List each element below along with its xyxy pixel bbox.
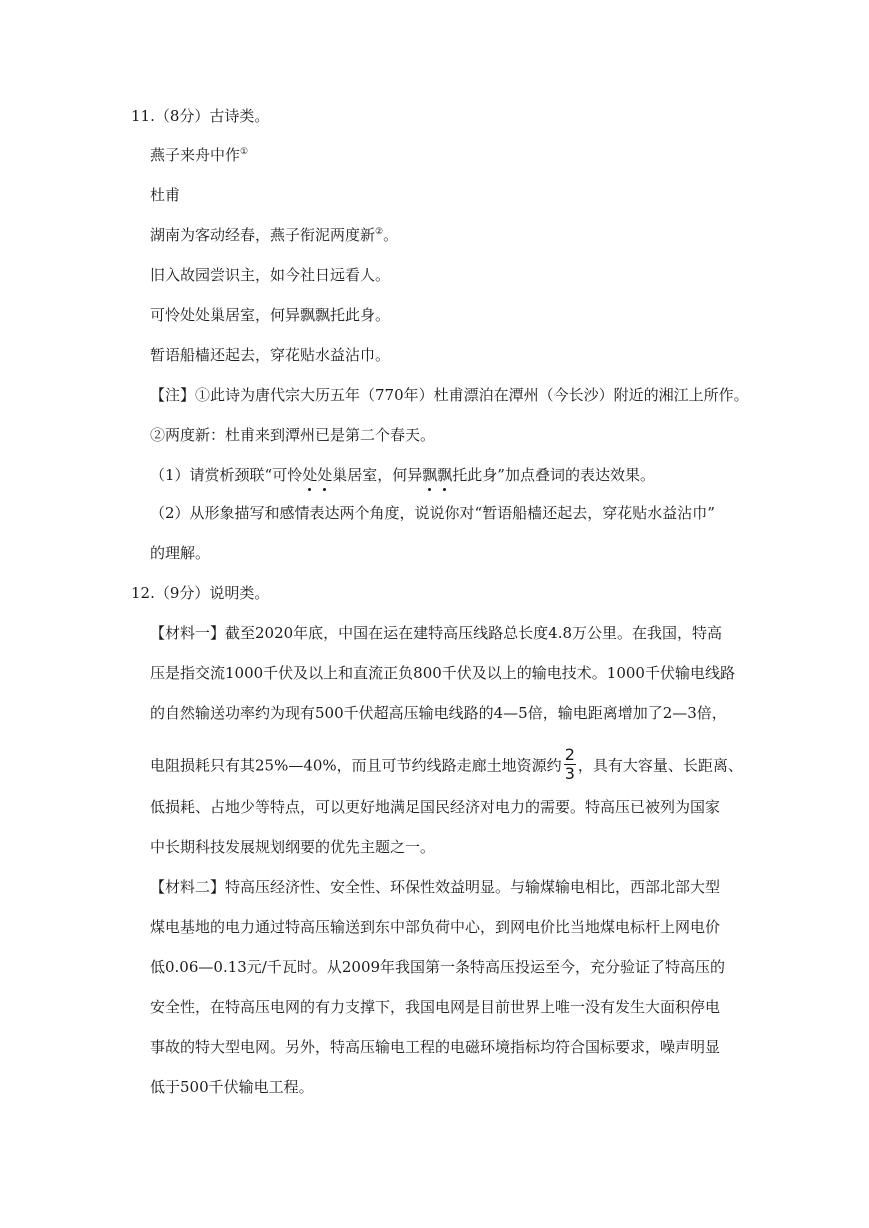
sub-question-1 bbox=[150, 465, 655, 485]
poem-title-text: 燕子来舟中作 bbox=[150, 146, 241, 164]
dotted-char: 飘 bbox=[437, 466, 453, 484]
poem-line-1 bbox=[150, 225, 398, 245]
fraction-denominator: 3 bbox=[564, 764, 575, 783]
material-1-line-4 bbox=[150, 745, 743, 785]
material-2-line-6: 低于500千伏输电工程。 bbox=[150, 1078, 314, 1096]
fraction bbox=[564, 746, 576, 783]
poem-title bbox=[150, 145, 248, 165]
poem-line-1-text: 湖南为客动经春，燕子衔泥两度新 bbox=[150, 226, 376, 244]
material-1-line-4b: ，具有大容量、长距离、 bbox=[577, 756, 743, 775]
dotted-char: 飘 bbox=[422, 466, 438, 484]
poem-line-1-end: 。 bbox=[383, 226, 399, 244]
dotted-char: 处 bbox=[317, 466, 333, 484]
poem-author: 杜甫 bbox=[150, 186, 181, 204]
sub-question-2-line-1: （2）从形象描写和感情表达两个角度，说说你对“暂语船樯还起去，穿花贴水益沾巾” bbox=[150, 504, 715, 522]
q12-header: 12.（9分）说明类。 bbox=[131, 584, 270, 602]
material-1-line-4a: 电阻损耗只有其25%—40%，而且可节约线路走廊土地资源约 bbox=[150, 756, 562, 775]
material-2-line-3: 低0.06—0.13元/千瓦时。从2009年我国第一条特高压投运至今，充分验证了特高压的 bbox=[150, 958, 726, 976]
footnote-marker-1: ① bbox=[240, 147, 249, 157]
sub1-post: 托此身”加点叠词的表达效果。 bbox=[452, 466, 655, 484]
footnote-marker-2: ② bbox=[375, 227, 384, 237]
fraction-numerator: 2 bbox=[564, 745, 575, 764]
poem-line-2: 旧入故园尝识主，如今社日远看人。 bbox=[150, 266, 391, 284]
q11-header: 11.（8分）古诗类。 bbox=[131, 107, 270, 125]
material-1-line-1: 【材料一】截至2020年底，中国在运在建特高压线路总长度4.8万公里。在我国，特高 bbox=[150, 624, 723, 642]
sub1-pre: （1）请赏析颈联“可怜 bbox=[150, 466, 303, 484]
material-2-line-5: 事故的特大型电网。另外，特高压输电工程的电磁环境指标均符合国标要求，噪声明显 bbox=[150, 1038, 721, 1056]
sub1-mid: 巢居室，何异 bbox=[332, 466, 423, 484]
material-1-line-2: 压是指交流1000千伏及以上和直流正负800千伏及以上的输电技术。1000千伏输电线路 bbox=[150, 664, 735, 682]
poem-note-1: 【注】①此诗为唐代宗大历五年（770年）杜甫漂泊在潭州（今长沙）附近的湘江上所作。 bbox=[150, 386, 749, 404]
material-1-line-3: 的自然输送功率约为现有500千伏超高压输电线路的4—5倍，输电距离增加了2—3倍， bbox=[150, 704, 727, 722]
material-1-line-6: 中长期科技发展规划纲要的优先主题之一。 bbox=[150, 838, 436, 856]
sub-question-2-line-2: 的理解。 bbox=[150, 544, 211, 562]
material-2-line-1: 【材料二】特高压经济性、安全性、环保性效益明显。与输煤输电相比，西部北部大型 bbox=[150, 878, 721, 896]
material-1-line-5: 低损耗、占地少等特点，可以更好地满足国民经济对电力的需要。特高压已被列为国家 bbox=[150, 798, 721, 816]
poem-line-4: 暂语船樯还起去，穿花贴水益沾巾。 bbox=[150, 346, 391, 364]
material-2-line-2: 煤电基地的电力通过特高压输送到东中部负荷中心，到网电价比当地煤电标杆上网电价 bbox=[150, 918, 721, 936]
poem-note-2: ②两度新：杜甫来到潭州已是第二个春天。 bbox=[150, 426, 436, 444]
material-2-line-4: 安全性，在特高压电网的有力支撑下，我国电网是目前世界上唯一没有发生大面积停电 bbox=[150, 998, 721, 1016]
poem-line-3: 可怜处处巢居室，何异飘飘托此身。 bbox=[150, 306, 391, 324]
dotted-char: 处 bbox=[302, 466, 318, 484]
